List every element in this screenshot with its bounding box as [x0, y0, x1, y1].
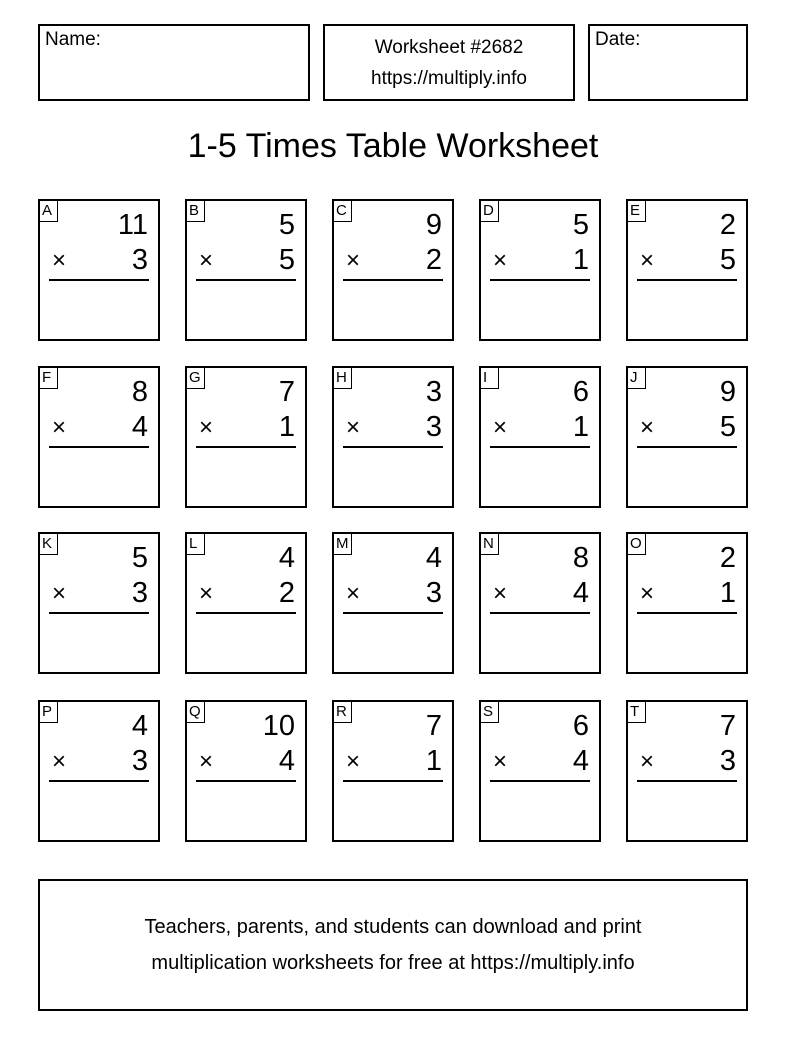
problem-label: E	[626, 199, 646, 222]
multiply-sign: ×	[52, 748, 67, 775]
multiplier: 3	[425, 577, 442, 609]
multiply-sign: ×	[346, 580, 361, 607]
problem-card-c[interactable]	[332, 199, 454, 341]
problem-card-g[interactable]	[185, 366, 307, 508]
problem-card-e[interactable]	[626, 199, 748, 341]
multiplicand: 2	[719, 542, 736, 574]
multiplier: 3	[425, 411, 442, 443]
multiplier: 5	[278, 244, 295, 276]
multiplicand: 8	[572, 542, 589, 574]
answer-line	[49, 780, 149, 782]
answer-line	[490, 612, 590, 614]
worksheet-url: https://multiply.info	[371, 68, 527, 89]
problem-label: N	[479, 532, 499, 555]
answer-line	[49, 446, 149, 448]
problem-label: C	[332, 199, 352, 222]
multiplicand: 5	[131, 542, 148, 574]
multiply-sign: ×	[199, 247, 214, 274]
problem-label: O	[626, 532, 646, 555]
answer-line	[343, 780, 443, 782]
multiplier: 1	[278, 411, 295, 443]
problem-card-b[interactable]	[185, 199, 307, 341]
answer-line	[196, 446, 296, 448]
multiplicand: 4	[278, 542, 295, 574]
answer-line	[196, 279, 296, 281]
problem-label: P	[38, 700, 58, 723]
multiplier: 1	[719, 577, 736, 609]
multiplicand: 5	[278, 209, 295, 241]
answer-line	[343, 612, 443, 614]
answer-line	[637, 612, 737, 614]
problem-card-m[interactable]	[332, 532, 454, 674]
problem-label: D	[479, 199, 499, 222]
multiplier: 2	[425, 244, 442, 276]
answer-line	[343, 279, 443, 281]
problem-label: Q	[185, 700, 205, 723]
multiplicand: 4	[425, 542, 442, 574]
multiplicand: 6	[572, 376, 589, 408]
multiply-sign: ×	[52, 580, 67, 607]
problem-label: K	[38, 532, 58, 555]
multiplicand: 8	[131, 376, 148, 408]
date-label: Date:	[595, 29, 641, 50]
multiply-sign: ×	[640, 580, 655, 607]
problem-label: L	[185, 532, 205, 555]
problem-label: A	[38, 199, 58, 222]
multiplier: 5	[719, 244, 736, 276]
problem-card-p[interactable]	[38, 700, 160, 842]
problem-label: I	[479, 366, 499, 389]
problem-card-o[interactable]	[626, 532, 748, 674]
multiplier: 3	[131, 745, 148, 777]
multiplicand: 7	[425, 710, 442, 742]
multiplier: 2	[278, 577, 295, 609]
multiply-sign: ×	[493, 580, 508, 607]
multiplicand: 11	[117, 209, 148, 241]
answer-line	[49, 279, 149, 281]
problem-card-h[interactable]	[332, 366, 454, 508]
multiplicand: 5	[572, 209, 589, 241]
answer-line	[637, 279, 737, 281]
problem-label: F	[38, 366, 58, 389]
multiplier: 1	[572, 244, 589, 276]
problem-card-i[interactable]	[479, 366, 601, 508]
multiplier: 3	[131, 577, 148, 609]
multiply-sign: ×	[199, 748, 214, 775]
multiplicand: 9	[425, 209, 442, 241]
problem-label: J	[626, 366, 646, 389]
problem-label: M	[332, 532, 352, 555]
multiplicand: 7	[719, 710, 736, 742]
problem-card-k[interactable]	[38, 532, 160, 674]
multiplier: 4	[278, 745, 295, 777]
name-label: Name:	[45, 29, 101, 50]
answer-line	[490, 780, 590, 782]
problem-card-t[interactable]	[626, 700, 748, 842]
problem-card-j[interactable]	[626, 366, 748, 508]
multiplier: 1	[572, 411, 589, 443]
multiply-sign: ×	[640, 247, 655, 274]
multiplier: 4	[131, 411, 148, 443]
multiply-sign: ×	[199, 414, 214, 441]
page-title: 1-5 Times Table Worksheet	[187, 127, 599, 165]
multiplier: 1	[425, 745, 442, 777]
multiply-sign: ×	[346, 748, 361, 775]
problem-label: T	[626, 700, 646, 723]
multiply-sign: ×	[493, 247, 508, 274]
problem-card-l[interactable]	[185, 532, 307, 674]
answer-line	[196, 612, 296, 614]
multiplicand: 3	[425, 376, 442, 408]
multiply-sign: ×	[640, 748, 655, 775]
problem-label: R	[332, 700, 352, 723]
multiplier: 5	[719, 411, 736, 443]
answer-line	[490, 446, 590, 448]
problem-label: S	[479, 700, 499, 723]
multiplicand: 2	[719, 209, 736, 241]
multiply-sign: ×	[52, 247, 67, 274]
problem-label: H	[332, 366, 352, 389]
problem-card-q[interactable]	[185, 700, 307, 842]
problem-card-n[interactable]	[479, 532, 601, 674]
multiplier: 4	[572, 577, 589, 609]
worksheet-number: Worksheet #2682	[374, 37, 524, 58]
multiplier: 3	[131, 244, 148, 276]
problem-card-a[interactable]	[38, 199, 160, 341]
multiply-sign: ×	[346, 247, 361, 274]
answer-line	[343, 446, 443, 448]
footer-note	[38, 879, 748, 1011]
answer-line	[637, 780, 737, 782]
multiply-sign: ×	[493, 414, 508, 441]
multiplicand: 6	[572, 710, 589, 742]
multiply-sign: ×	[346, 414, 361, 441]
answer-line	[490, 279, 590, 281]
problem-card-d[interactable]	[479, 199, 601, 341]
multiplier: 3	[719, 745, 736, 777]
multiply-sign: ×	[640, 414, 655, 441]
multiplicand: 7	[278, 376, 295, 408]
problem-card-s[interactable]	[479, 700, 601, 842]
footer-line-1: Teachers, parents, and students can download and print	[144, 916, 642, 938]
multiplicand: 4	[131, 710, 148, 742]
multiply-sign: ×	[493, 748, 508, 775]
multiply-sign: ×	[52, 414, 67, 441]
problem-label: G	[185, 366, 205, 389]
problem-label: B	[185, 199, 205, 222]
footer-line-2: multiplication worksheets for free at https://multiply.info	[151, 952, 635, 974]
answer-line	[196, 780, 296, 782]
multiply-sign: ×	[199, 580, 214, 607]
multiplicand: 10	[262, 710, 295, 742]
multiplicand: 9	[719, 376, 736, 408]
answer-line	[637, 446, 737, 448]
answer-line	[49, 612, 149, 614]
multiplier: 4	[572, 745, 589, 777]
problem-card-r[interactable]	[332, 700, 454, 842]
problem-card-f[interactable]	[38, 366, 160, 508]
